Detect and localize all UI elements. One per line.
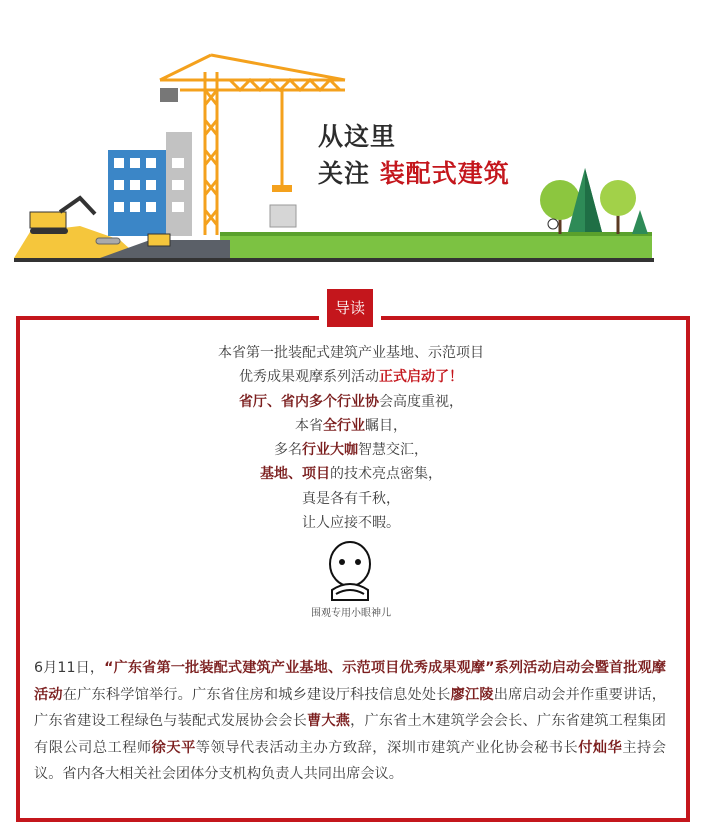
person-4: 付灿华 bbox=[578, 739, 623, 756]
intro-line-8: 让人应接不暇。 bbox=[302, 515, 400, 532]
pipes bbox=[96, 238, 120, 244]
event-name: “广东省第一批装配式建筑产业基地、示范项目优秀成果观摩”系列活动启动会暨首批观摩活动 bbox=[34, 660, 666, 703]
intro-line-4 bbox=[20, 414, 682, 438]
emoji-caption: 围观专用小眼神儿 bbox=[311, 608, 391, 619]
intro-line-1: 本省第一批装配式建筑产业基地、示范项目 bbox=[218, 345, 484, 361]
banner-headline bbox=[318, 118, 510, 192]
intro-line-4a: 本省 bbox=[295, 417, 323, 434]
intro-line-6a: 基地、项目 bbox=[260, 466, 330, 483]
intro-line-3b: 会高度重视， bbox=[379, 393, 463, 410]
person-3: 徐天平 bbox=[151, 739, 196, 756]
intro-line-5c: 智慧交汇， bbox=[358, 442, 428, 459]
intro-line-5a: 多名 bbox=[274, 442, 302, 459]
para-text-2: 出席启动会并作重要讲话，广东省建设工程绿色与装配式发展协会会长 bbox=[34, 686, 666, 729]
person-2: 曹大燕 bbox=[306, 713, 351, 729]
intro-line-5 bbox=[20, 438, 682, 462]
intro-line-6b: 的技术亮点密集， bbox=[330, 466, 442, 483]
section-badge: 导读 bbox=[327, 289, 373, 327]
banner-line-1: 从这里 bbox=[318, 122, 397, 151]
ground-line bbox=[14, 258, 654, 262]
para-text-3: ，广东省土木建筑学会会长、广东省建筑工程集团有限公司总工程师 bbox=[34, 713, 666, 756]
crane-load bbox=[270, 205, 296, 227]
para-text-4: 等领导代表活动主办方致辞，深圳市建筑产业化协会秘书长 bbox=[195, 739, 579, 756]
banner-line-2-highlight: 装配式建筑 bbox=[379, 159, 510, 188]
peeking-face-emoji-icon bbox=[318, 538, 382, 608]
banner-line-2-prefix: 关注 bbox=[318, 159, 371, 188]
para-text-5: 主持会议。省内各大相关社会团体分支机构负责人共同出席会议。 bbox=[34, 739, 666, 782]
intro-line-6 bbox=[20, 462, 682, 486]
para-text-1: 在广东科学馆举行。广东省住房和城乡建设厅科技信息处处长 bbox=[62, 686, 451, 703]
intro-line-7: 真是各有千秋， bbox=[302, 490, 400, 507]
event-date: 6月11日， bbox=[34, 660, 105, 676]
intro-line-2b: 正式启动了！ bbox=[379, 369, 463, 386]
intro-text bbox=[20, 341, 682, 535]
intro-line-4c: 瞩目， bbox=[365, 417, 407, 434]
person-1: 廖江陵 bbox=[450, 686, 494, 703]
building bbox=[108, 132, 192, 236]
intro-line-2a: 优秀成果观摩系列活动 bbox=[239, 369, 379, 386]
banner-line-2 bbox=[318, 155, 510, 192]
event-paragraph bbox=[34, 655, 666, 788]
small-truck bbox=[148, 234, 170, 246]
intro-line-2 bbox=[20, 365, 682, 389]
intro-line-4b: 全行业 bbox=[323, 417, 365, 434]
intro-line-3 bbox=[20, 390, 682, 414]
intro-line-5b: 行业大咖 bbox=[302, 442, 358, 459]
intro-line-3a: 省厅、省内多个行业协 bbox=[239, 393, 379, 410]
